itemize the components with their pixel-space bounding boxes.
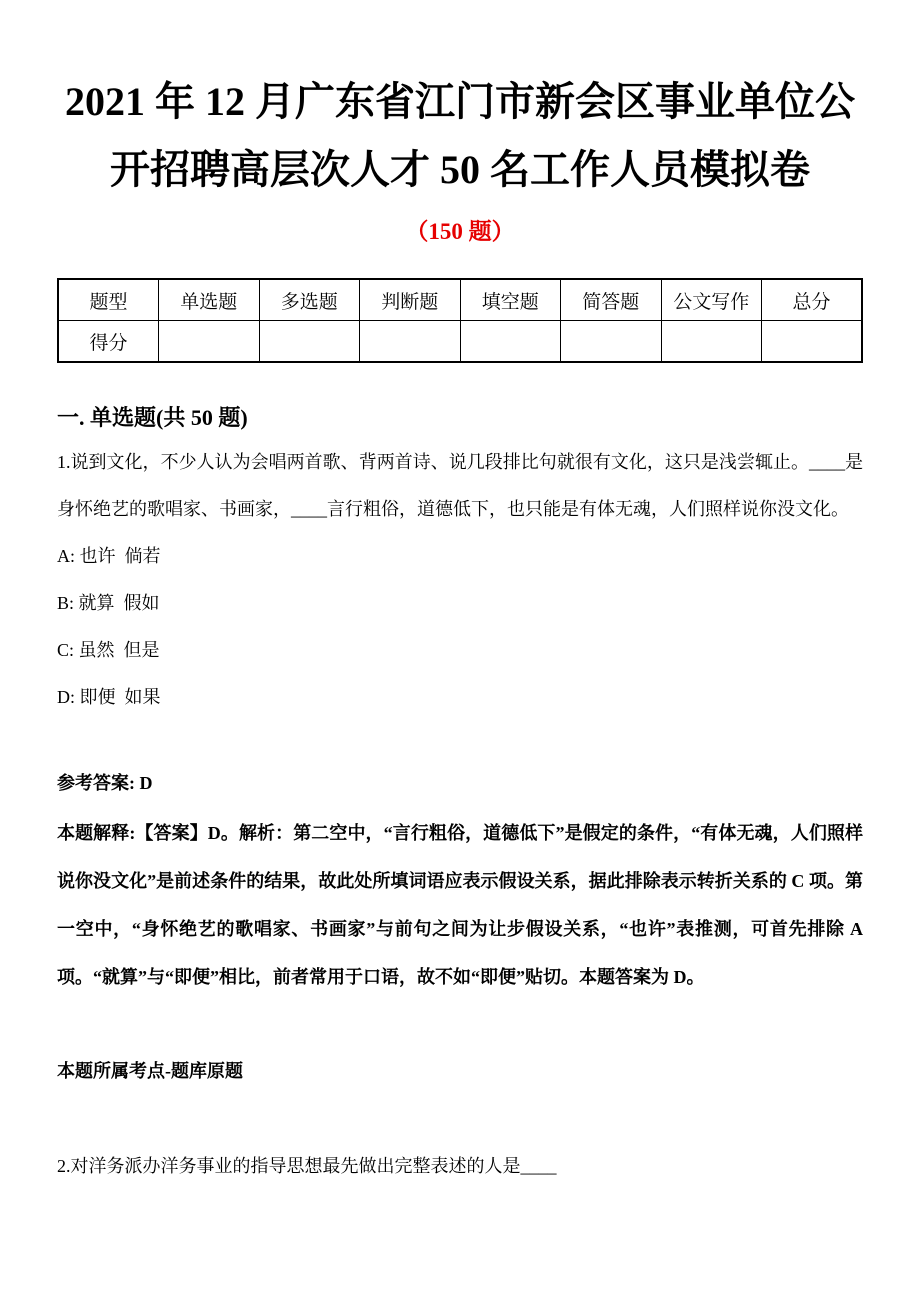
score-table-header-cell-multi-choice: 多选题 [259,279,360,321]
question-count-badge: （150 题） [405,219,515,244]
question-2-stem: 2.对洋务派办洋务事业的指导思想最先做出完整表述的人是____ [57,1156,557,1176]
page-title-line-2: 开招聘高层次人才 50 名工作人员模拟卷 [110,147,810,192]
score-cell-empty [460,321,561,363]
score-table-score-row [58,321,862,363]
page-title-line-1: 2021 年 12 月广东省江门市新会区事业单位公 [65,79,855,124]
score-table-header-cell-total: 总分 [762,279,863,321]
score-cell-empty [661,321,762,363]
score-table-header-row [58,279,862,321]
score-table-header-cell-fill-blank: 填空题 [460,279,561,321]
score-table-header-cell-type: 题型 [58,279,159,321]
score-cell-empty [360,321,461,363]
page-title [57,68,863,204]
exam-point-note: 本题所属考点-题库原题 [57,1061,243,1081]
score-table-header-cell-single-choice: 单选题 [159,279,260,321]
question-1-stem: 1.说到文化，不少人认为会唱两首歌、背两首诗、说几段排比句就很有文化，这只是浅尝辄止。____是身怀绝艺的歌唱家、书画家，____言行粗俗，道德低下，也只能是有体无魂，人们照样说你没文化。 [57,452,863,519]
score-cell-empty [561,321,662,363]
score-table-header-cell-short-answer: 简答题 [561,279,662,321]
section-heading: 一. 单选题(共 50 题) [57,405,248,430]
score-cell-empty [762,321,863,363]
option-a: A: 也许 倘若 [57,546,161,566]
score-cell-empty [259,321,360,363]
option-c: C: 虽然 但是 [57,640,160,660]
question-1-options-list [57,533,863,721]
option-b: B: 就算 假如 [57,593,160,613]
score-table-header-cell-judgement: 判断题 [360,279,461,321]
score-table [57,278,863,363]
score-table-header-cell-official-writing: 公文写作 [661,279,762,321]
answer-explanation: 本题解释:【答案】D。解析：第二空中，“言行粗俗，道德低下”是假定的条件，“有体无魂，人们照样说你没文化”是前述条件的结果，故此处所填词语应表示假设关系，据此排除表示转折关系的 C 项。第一空中，“身怀绝艺的歌唱家、书画家”与前句之间为让步假设关系，“也许”表推测，可首先排除 A 项。“就算”与“即便”相比，前者常用于口语，故不如“即便”贴切。本题答案为 D。 [57,823,868,987]
reference-answer: 参考答案: D [57,773,153,793]
score-row-label: 得分 [58,321,159,363]
score-cell-empty [159,321,260,363]
option-d: D: 即便 如果 [57,687,161,707]
